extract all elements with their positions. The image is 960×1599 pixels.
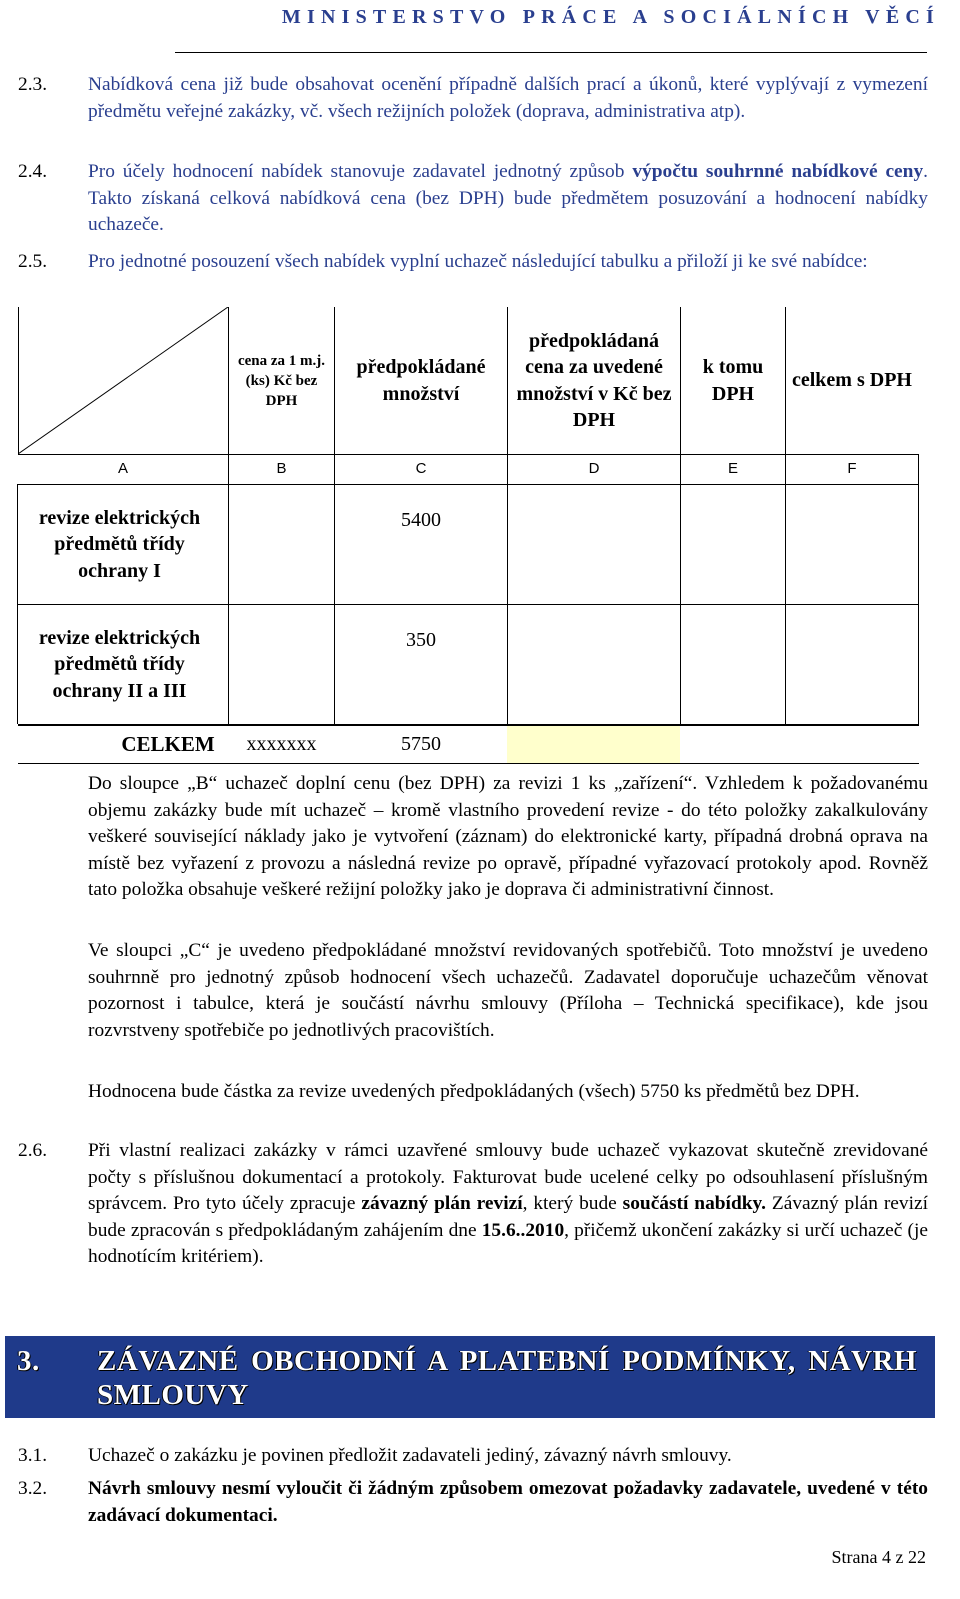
header-rule [175, 52, 927, 53]
page-number: Strana 4 z 22 [831, 1547, 926, 1567]
header-unit-price: cena za 1 m.j. (ks) Kč bez DPH [237, 352, 326, 409]
emphasis-text: 15.6..2010 [481, 1219, 565, 1241]
paragraph-number: 2.5. [18, 251, 48, 272]
paragraph-2-3 [18, 72, 928, 125]
section-title: ZÁVAZNÉ OBCHODNÍ A PLATEBNÍ PODMÍNKY, NÁVRH SMLOUVY [97, 1345, 917, 1411]
emphasis-text: výpočtu souhrnné nabídkové ceny [632, 161, 924, 182]
paragraph-2-4 [18, 159, 928, 239]
paragraph-3-2 [18, 1476, 928, 1529]
paragraph-text: Nabídková cena již bude obsahovat ocenění případně dalších prací a úkonů, které vyplývají z vymezení předmětu veřejné zakázky, vč. všech režijních položek (doprava, administrativa atp). [88, 74, 928, 122]
paragraph-number: 3.1. [18, 1445, 48, 1466]
header-estimated-price: předpokládaná cena za uvedené množství v Kč bez DPH [516, 329, 672, 431]
emphasis-text: závazný plán revizí [361, 1193, 523, 1214]
header-total-with-vat: celkem s DPH [792, 369, 912, 392]
page-header [0, 4, 960, 56]
price-table [18, 307, 919, 764]
column-letter: B [276, 459, 287, 477]
paragraph-3-1 [18, 1443, 928, 1470]
paragraph-number: 2.3. [18, 74, 48, 95]
note-evaluation: Hodnocena bude částka za revize uvedených předpokládaných (všech) 5750 ks předmětů bez DPH. [88, 1081, 860, 1102]
column-letter: A [117, 459, 128, 477]
header-diagonal [18, 307, 229, 455]
section-heading [17, 1344, 917, 1412]
row-quantity: 350 [406, 629, 436, 651]
ministry-title: MINISTERSTVO PRÁCE A SOCIÁLNÍCH VĚCÍ [281, 6, 940, 28]
paragraph-text: Návrh smlouvy nesmí vyloučit či žádným způsobem omezovat požadavky zadavatele, uvedené v této zadávací dokumentaci. [88, 1478, 928, 1526]
column-letter: D [588, 459, 600, 477]
paragraph-text: Uchazeč o zakázku je povinen předložit zadavateli jediný, závazný návrh smlouvy. [88, 1445, 732, 1466]
row-label: revize elektrických předmětů třídy ochrany II a III [38, 626, 201, 702]
row-quantity: 5400 [401, 509, 441, 531]
text-run: , přičemž ukončení zakázky si určí uchazeč (je hodnotícím kritériem). [88, 1219, 928, 1267]
row-label: revize elektrických předmětů třídy ochrany I [38, 506, 201, 582]
text-run: , který bude [522, 1193, 623, 1214]
note-column-b: Do sloupce „B“ uchazeč doplní cenu (bez DPH) za revizi 1 ks „zařízení“. Vzhledem k požadovanému objemu zakázky bude mít uchazeč – kromě vlastního provedení revize - do této položky zakalkulovány veškeré související náklady jako je vytvoření (záznam) do elektronické karty, případná drobná oprava na místě bez vyřazení z provozu a následná revize po opravě, případné vyřazovací protokoly apod. Rovněž tato položka obsahuje veškeré režijní položky jako je doprava či administrativní činnost. [88, 773, 928, 900]
total-quantity: 5750 [401, 733, 441, 756]
note-column-c: Ve sloupci „C“ je uvedeno předpokládané množství revidovaných spotřebičů. Toto množství je uvedeno souhrnně pro jednotný způsob hodnocení všech uchazečů. Zadavatel doporučuje uchazečům věnovat pozornost i tabulce, která je součástí návrhu smlouvy (Příloha – Technická specifikace), kde jsou rozvrstveny spotřebiče po jednotlivých pracovištích. [88, 940, 928, 1041]
section-heading-bar [5, 1336, 935, 1418]
column-letter: C [415, 459, 427, 477]
table-rule [18, 763, 919, 764]
paragraph-2-5 [18, 249, 928, 276]
paragraph-number: 2.4. [18, 161, 48, 182]
column-letter: F [847, 459, 857, 477]
header-quantity: předpokládané množství [356, 356, 486, 405]
text-run: Závazný plán revizí bude zpracován s předpokládaným zahájením dne [88, 1193, 928, 1241]
paragraph-2-6 [18, 1138, 928, 1271]
text-run: Pro účely hodnocení nabídek stanovuje zadavatel jednotný způsob [88, 161, 633, 182]
paragraph-text [88, 1138, 928, 1271]
total-label: CELKEM [121, 732, 215, 757]
paragraph-text: Pro jednotné posouzení všech nabídek vyplní uchazeč následující tabulku a přiloží ji ke své nabídce: [88, 251, 868, 272]
text-run: . Takto získaná celková nabídková cena (bez DPH) bude předmětem posuzování a hodnocení nabídky uchazeče. [88, 161, 929, 235]
total-unit-price: xxxxxxx [246, 733, 317, 756]
header-vat: k tomu DPH [702, 356, 764, 405]
section-number: 3. [17, 1345, 40, 1377]
paragraph-number: 3.2. [18, 1478, 48, 1499]
total-price-highlight [507, 726, 680, 763]
table-rule [918, 454, 919, 724]
text-run: Při vlastní realizaci zakázky v rámci uzavřené smlouvy bude uchazeč vykazovat skutečně zrevidované počty s příslušnou dokumentací a protokoly. Fakturovat bude ucelené celky po odsouhlasení příslušným správcem. Pro tyto účely zpracuje [88, 1140, 928, 1214]
emphasis-text: součástí nabídky. [622, 1193, 766, 1214]
column-letter: E [727, 459, 738, 477]
paragraph-number: 2.6. [18, 1140, 48, 1161]
paragraph-text [88, 159, 928, 239]
